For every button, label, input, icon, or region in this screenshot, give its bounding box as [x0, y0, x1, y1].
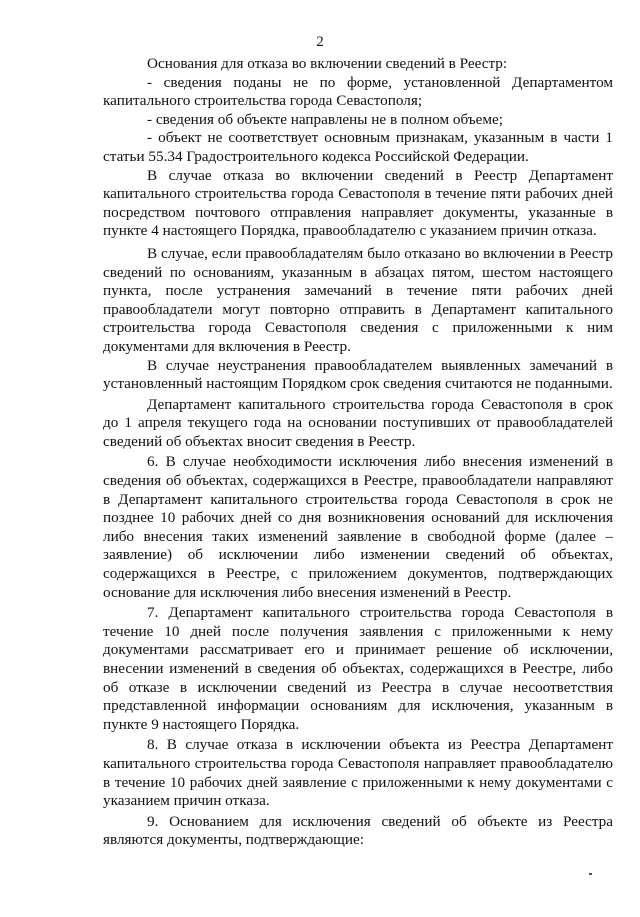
document-body	[103, 55, 613, 850]
paragraph-refusal-ground-form: - сведения поданы не по форме, установленной Департаментом капитального строительства города Севастополя;	[103, 73, 613, 110]
paragraph-refusal-notification: В случае отказа во включении сведений в Реестр Департамент капитального строительства города Севастополя в течение пяти рабочих дней посредством почтового отправления направляет документы, указанные в пункте 4 настоящего Порядка, правообладателю с указанием причин отказа.	[103, 166, 613, 240]
paragraph-resubmission: В случае, если правообладателям было отказано во включении в Реестр сведений по основаниям, указанным в абзацах пятом, шестом настоящего пункта, после устранения замечаний в течение пяти рабочих дней правообладатели могут повторно отправить в Департамент капитального строительства города Севастополя сведения с приложенными к ним документами для включения в Реестр.	[103, 244, 613, 355]
paragraph-item-6: 6. В случае необходимости исключения либо внесения изменений в сведения об объектах, содержащихся в Реестре, правообладатели направляют в Департамент капитального строительства города Севастополя в срок не позднее 10 рабочих дней со дня возникновения оснований для исключения либо внесения таких изменений заявление в свободной форме (далее – заявление) об исключении либо изменении сведений об объектах, содержащихся в Реестре, с приложением документов, подтверждающих основание для исключения либо внесения изменений в Реестр.	[103, 453, 613, 601]
paragraph-item-9: 9. Основанием для исключения сведений об объекте из Реестра являются документы, подтверждающие:	[103, 812, 613, 849]
paragraph-item-8: 8. В случае отказа в исключении объекта из Реестра Департамент капитального строительства города Севастополя направляет правообладателю в течение 10 рабочих дней заявление с приложенными к нему документами с указанием причин отказа.	[103, 736, 613, 810]
page-number: 2	[316, 34, 324, 50]
paragraph-refusal-grounds-intro: Основания для отказа во включении сведений в Реестр:	[147, 55, 508, 72]
paragraph-item-7: 7. Департамент капитального строительства города Севастополя в течение 10 дней после получения заявления с приложенными к нему документами рассматривает его и принимает решение об исключении, внесении изменений в сведения об объектах, содержащихся в Реестре, либо об отказе в исключении сведений из Реестра в случае несоответствия представленной информации основаниям для исключения, указанным в пункте 9 настоящего Порядка.	[103, 604, 613, 733]
paragraph-registry-entry-deadline: Департамент капитального строительства города Севастополя в срок до 1 апреля текущего года на основании поступивших от правообладателей сведений об объектах вносит сведения в Реестр.	[103, 395, 613, 450]
paragraph-refusal-ground-criteria: - объект не соответствует основным признакам, указанным в части 1 статьи 55.34 Градостроительного кодекса Российской Федерации.	[103, 129, 613, 165]
paragraph-not-submitted: В случае неустранения правообладателем выявленных замечаний в установленный настоящим Порядком срок сведения считаются не поданными.	[103, 356, 613, 393]
scan-speck	[589, 873, 592, 875]
paragraph-refusal-ground-incomplete: - сведения об объекте направлены не в полном объеме;	[147, 110, 503, 128]
